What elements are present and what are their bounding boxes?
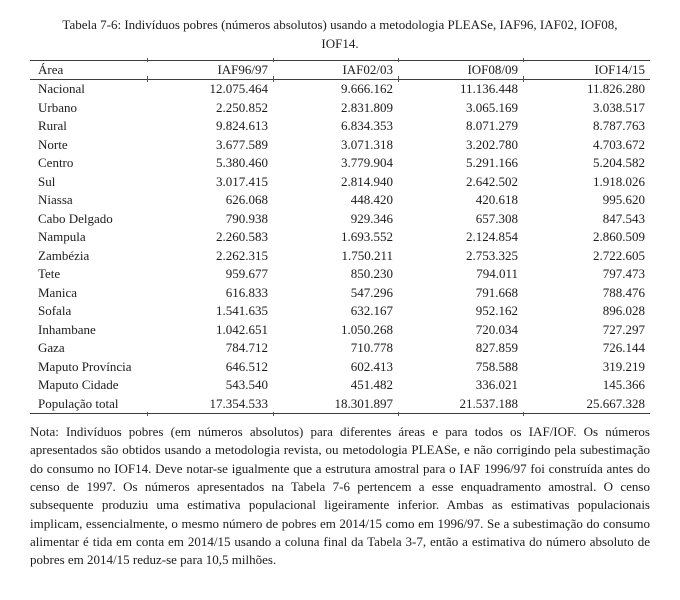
row-value-iaf96-97: 646.512 (225, 358, 268, 374)
row-value-iaf02-03: 2.831.809 (341, 99, 393, 115)
column-separator-tick (398, 76, 399, 82)
row-value-iaf02-03: 3.071.318 (341, 136, 393, 152)
table-row (30, 191, 650, 210)
row-value-iof14-15: 25.667.328 (586, 395, 645, 411)
row-value-iof14-15: 726.144 (602, 340, 645, 356)
row-area-label: Sul (38, 173, 56, 189)
row-value-iof14-15: 145.366 (602, 377, 645, 393)
row-value-iaf02-03: 9.666.162 (341, 81, 393, 97)
row-value-iaf96-97: 12.075.464 (209, 81, 268, 97)
row-value-iaf02-03: 3.779.904 (341, 155, 393, 171)
caption-line-2: IOF14. (321, 36, 359, 51)
row-area-label: População total (38, 395, 119, 411)
row-value-iof08-09: 2.753.325 (466, 247, 518, 263)
row-value-iaf02-03: 6.834.353 (341, 118, 393, 134)
row-value-iof08-09: 791.668 (475, 284, 518, 300)
row-value-iof14-15: 727.297 (602, 321, 645, 337)
row-area-label: Nampula (38, 229, 86, 245)
column-separator-tick (523, 412, 524, 416)
row-value-iof14-15: 1.918.026 (593, 173, 645, 189)
column-header-iof14-15: IOF14/15 (523, 61, 650, 80)
row-value-iof08-09: 758.588 (475, 358, 518, 374)
row-value-iof08-09: 21.537.188 (459, 395, 518, 411)
row-area-label: Urbano (38, 99, 77, 115)
table-body (30, 80, 650, 414)
row-value-iaf02-03: 1.693.552 (341, 229, 393, 245)
row-value-iof14-15: 995.620 (602, 192, 645, 208)
row-value-iof08-09: 952.162 (475, 303, 518, 319)
row-area-label: Sofala (38, 303, 72, 319)
row-value-iaf02-03: 448.420 (350, 192, 393, 208)
row-value-iaf02-03: 18.301.897 (334, 395, 393, 411)
row-value-iof08-09: 3.202.780 (466, 136, 518, 152)
row-value-iof14-15: 847.543 (602, 210, 645, 226)
table-row (30, 358, 650, 377)
row-value-iof08-09: 827.859 (475, 340, 518, 356)
row-value-iaf96-97: 1.541.635 (216, 303, 268, 319)
row-value-iof14-15: 8.787.763 (593, 118, 645, 134)
column-separator-tick (398, 412, 399, 416)
row-value-iaf02-03: 2.814.940 (341, 173, 393, 189)
row-value-iaf96-97: 3.017.415 (216, 173, 268, 189)
table-row (30, 339, 650, 358)
column-header-area: Área (30, 61, 147, 80)
row-value-iof14-15: 319.219 (602, 358, 645, 374)
row-area-label: Maputo Província (38, 358, 132, 374)
row-value-iaf02-03: 929.346 (350, 210, 393, 226)
row-value-iaf96-97: 17.354.533 (209, 395, 268, 411)
row-value-iaf96-97: 2.250.852 (216, 99, 268, 115)
row-value-iof08-09: 657.308 (475, 210, 518, 226)
column-separator-tick (273, 58, 274, 62)
row-area-label: Tete (38, 266, 61, 282)
row-area-label: Zambézia (38, 247, 90, 263)
row-value-iaf02-03: 850.230 (350, 266, 393, 282)
row-area-label: Gaza (38, 340, 65, 356)
poverty-table (30, 60, 650, 414)
row-value-iaf96-97: 3.677.589 (216, 136, 268, 152)
row-value-iof08-09: 720.034 (475, 321, 518, 337)
row-value-iof08-09: 8.071.279 (466, 118, 518, 134)
row-value-iof08-09: 3.065.169 (466, 99, 518, 115)
table-row (30, 395, 650, 414)
row-area-label: Inhambane (38, 321, 96, 337)
row-value-iof08-09: 2.124.854 (466, 229, 518, 245)
row-area-label: Niassa (38, 192, 73, 208)
row-value-iof08-09: 2.642.502 (466, 173, 518, 189)
row-value-iaf96-97: 9.824.613 (216, 118, 268, 134)
table-caption (30, 15, 650, 53)
table-row (30, 284, 650, 303)
column-header-iaf02-03: IAF02/03 (273, 61, 398, 80)
column-separator-tick (273, 76, 274, 82)
column-separator-tick (523, 58, 524, 62)
column-separator-tick (147, 412, 148, 416)
row-value-iof14-15: 2.722.605 (593, 247, 645, 263)
row-value-iof08-09: 5.291.166 (466, 155, 518, 171)
table-row (30, 228, 650, 247)
row-value-iaf96-97: 626.068 (225, 192, 268, 208)
row-value-iaf02-03: 451.482 (350, 377, 393, 393)
row-value-iof14-15: 788.476 (602, 284, 645, 300)
row-value-iaf02-03: 1.050.268 (341, 321, 393, 337)
row-value-iof14-15: 11.826.280 (586, 81, 645, 97)
row-value-iaf96-97: 616.833 (225, 284, 268, 300)
row-value-iaf02-03: 547.296 (350, 284, 393, 300)
column-separator-tick (523, 76, 524, 82)
row-value-iaf96-97: 2.260.583 (216, 229, 268, 245)
row-value-iaf02-03: 710.778 (350, 340, 393, 356)
row-value-iaf96-97: 790.938 (225, 210, 268, 226)
row-value-iaf96-97: 5.380.460 (216, 155, 268, 171)
row-area-label: Centro (38, 155, 74, 171)
column-separator-tick (147, 76, 148, 82)
row-value-iof08-09: 420.618 (475, 192, 518, 208)
table-row (30, 154, 650, 173)
column-header-iof08-09: IOF08/09 (398, 61, 523, 80)
row-value-iaf02-03: 602.413 (350, 358, 393, 374)
table-row (30, 117, 650, 136)
row-area-label: Maputo Cidade (38, 377, 119, 393)
row-area-label: Cabo Delgado (38, 210, 113, 226)
row-value-iof14-15: 5.204.582 (593, 155, 645, 171)
row-value-iof14-15: 4.703.672 (593, 136, 645, 152)
row-value-iof14-15: 896.028 (602, 303, 645, 319)
row-area-label: Manica (38, 284, 77, 300)
row-value-iaf96-97: 543.540 (225, 377, 268, 393)
row-value-iof14-15: 797.473 (602, 266, 645, 282)
table-row (30, 376, 650, 395)
row-value-iaf02-03: 1.750.211 (341, 247, 393, 263)
row-area-label: Norte (38, 136, 68, 152)
row-value-iof08-09: 336.021 (475, 377, 518, 393)
row-area-label: Nacional (38, 81, 85, 97)
caption-line-1: Tabela 7-6: Indivíduos pobres (números absolutos) usando a metodologia PLEASe, IAF96, IAF02, IOF08, (62, 17, 618, 32)
row-value-iaf96-97: 1.042.651 (216, 321, 268, 337)
row-value-iaf96-97: 784.712 (225, 340, 268, 356)
table-row (30, 173, 650, 192)
table-row (30, 247, 650, 266)
table-row (30, 80, 650, 99)
row-value-iof14-15: 2.860.509 (593, 229, 645, 245)
column-header-iaf96-97: IAF96/97 (147, 61, 273, 80)
row-value-iaf96-97: 2.262.315 (216, 247, 268, 263)
table-row (30, 99, 650, 118)
data-table-wrap (30, 60, 650, 414)
table-row (30, 321, 650, 340)
row-value-iof14-15: 3.038.517 (593, 99, 645, 115)
row-value-iaf96-97: 959.677 (225, 266, 268, 282)
row-area-label: Rural (38, 118, 67, 134)
column-separator-tick (147, 58, 148, 62)
row-value-iof08-09: 794.011 (476, 266, 518, 282)
table-row (30, 302, 650, 321)
table-row (30, 210, 650, 229)
note-paragraph: Nota: Indivíduos pobres (em números absolutos) para diferentes áreas e para todos os IAF/IOF. Os números apresentados são obtidos usando a metodologia revista, ou metodologia PLEASe, e não corrigindo pela subestimação do consumo no IOF14. Deve notar-se igualmente que a estrutura amostral para o IAF 1996/97 foi construída antes do censo de 1997. Os números apresentados na Tabela 7-6 pertencem a esse enquadramento amostral. O censo subsequente produziu uma estimativa populacional ligeiramente inferior. Ambas as estimativas populacionais implicam, essencialmente, o mesmo número de pobres em 2014/15 como em 1996/97. Se a subestimação do consumo alimentar é tida em conta em 2014/15 usando a coluna final da Tabela 3-7, então a estimativa do número absoluto de pobres em 2014/15 reduz-se para 10,5 milhões. (30, 424, 650, 568)
row-value-iof08-09: 11.136.448 (459, 81, 518, 97)
table-header-row (30, 61, 650, 80)
table-row (30, 136, 650, 155)
row-value-iaf02-03: 632.167 (350, 303, 393, 319)
column-separator-tick (398, 58, 399, 62)
column-separator-tick (273, 412, 274, 416)
table-row (30, 265, 650, 284)
